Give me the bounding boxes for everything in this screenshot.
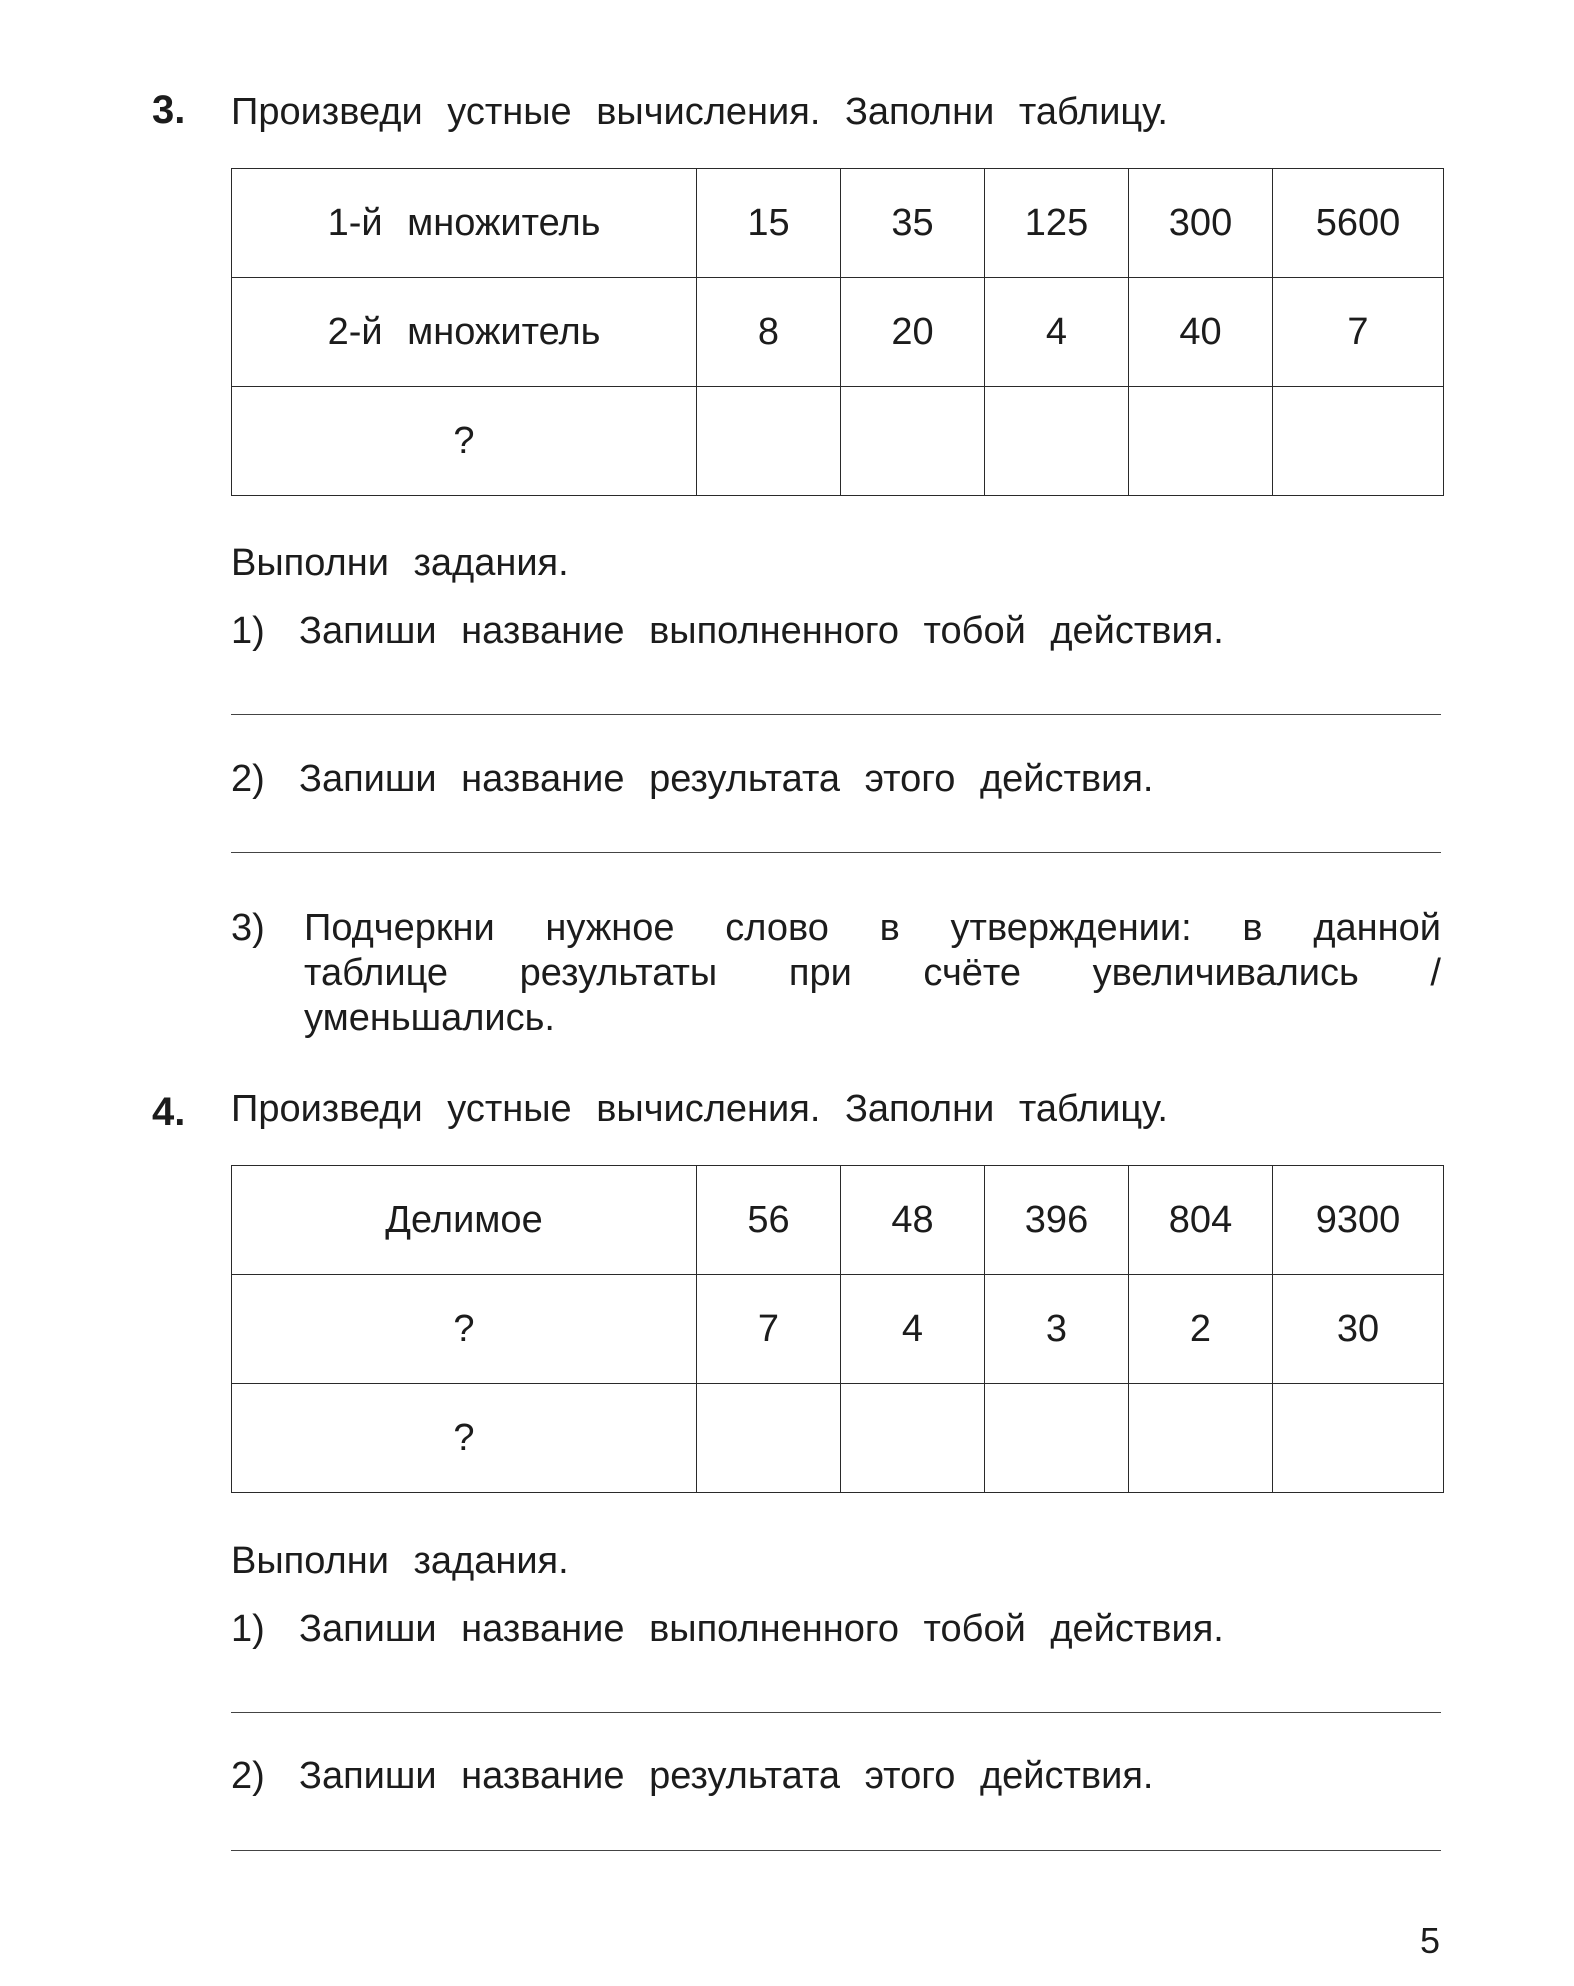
table-cell: 300 — [1129, 169, 1273, 278]
table-cell: 35 — [841, 169, 985, 278]
task3-row3-header: ? — [232, 387, 697, 496]
task3-row1-header: 1-й множитель — [232, 169, 697, 278]
answer-cell[interactable] — [697, 1384, 841, 1493]
task3-instruction: Произведи устные вычисления. Заполни таблицу. — [231, 91, 1168, 133]
answer-cell[interactable] — [1273, 1384, 1444, 1493]
table-cell: 8 — [697, 278, 841, 387]
table-row — [232, 1275, 1444, 1384]
table-cell: 2 — [1129, 1275, 1273, 1384]
table-cell: 15 — [697, 169, 841, 278]
table-cell: 56 — [697, 1166, 841, 1275]
task4-answer-line-1[interactable] — [231, 1712, 1441, 1713]
table-row — [232, 1166, 1444, 1275]
task4-instruction: Произведи устные вычисления. Заполни таблицу. — [231, 1088, 1168, 1130]
task4-row3-header: ? — [232, 1384, 697, 1493]
task3-item3 — [231, 906, 1441, 1041]
answer-cell[interactable] — [1129, 1384, 1273, 1493]
task3-item3-text: Подчеркни нужное слово в утверждении: в данной таблице результаты при счёте увеличивались / уменьшались. — [304, 907, 1441, 1039]
table-cell: 5600 — [1273, 169, 1444, 278]
task4-table — [231, 1165, 1444, 1493]
answer-cell[interactable] — [985, 387, 1129, 496]
answer-cell[interactable] — [985, 1384, 1129, 1493]
task3-row2-header: 2-й множитель — [232, 278, 697, 387]
answer-cell[interactable] — [1129, 387, 1273, 496]
answer-cell[interactable] — [1273, 387, 1444, 496]
task4-row1-header: Делимое — [232, 1166, 697, 1275]
answer-cell[interactable] — [841, 1384, 985, 1493]
table-cell: 48 — [841, 1166, 985, 1275]
task4-item2-text: Запиши название результата этого действия. — [299, 1755, 1154, 1797]
task3-item1-num: 1) — [231, 610, 265, 652]
table-cell: 7 — [697, 1275, 841, 1384]
table-cell: 804 — [1129, 1166, 1273, 1275]
table-row — [232, 1384, 1444, 1493]
table-cell: 7 — [1273, 278, 1444, 387]
task4-subheading: Выполни задания. — [231, 1540, 569, 1582]
task3-item2-num: 2) — [231, 758, 265, 800]
task3-number: 3. — [152, 88, 186, 132]
table-row — [232, 387, 1444, 496]
task4-item1-num: 1) — [231, 1608, 265, 1650]
table-cell: 3 — [985, 1275, 1129, 1384]
table-cell: 30 — [1273, 1275, 1444, 1384]
table-cell: 125 — [985, 169, 1129, 278]
task4-item1-text: Запиши название выполненного тобой действия. — [299, 1608, 1224, 1650]
answer-cell[interactable] — [841, 387, 985, 496]
table-cell: 396 — [985, 1166, 1129, 1275]
table-cell: 20 — [841, 278, 985, 387]
task4-row2-header: ? — [232, 1275, 697, 1384]
page-number: 5 — [1419, 1920, 1440, 1961]
task4-number: 4. — [152, 1090, 186, 1134]
table-cell: 4 — [985, 278, 1129, 387]
table-cell: 9300 — [1273, 1166, 1444, 1275]
task3-answer-line-2[interactable] — [231, 852, 1441, 853]
task3-subheading: Выполни задания. — [231, 542, 569, 584]
task4-answer-line-2[interactable] — [231, 1850, 1441, 1851]
table-row — [232, 278, 1444, 387]
task3-item2-text: Запиши название результата этого действия. — [299, 758, 1154, 800]
table-cell: 40 — [1129, 278, 1273, 387]
table-row — [232, 169, 1444, 278]
answer-cell[interactable] — [697, 387, 841, 496]
task3-item1-text: Запиши название выполненного тобой действия. — [299, 610, 1224, 652]
table-cell: 4 — [841, 1275, 985, 1384]
task3-answer-line-1[interactable] — [231, 714, 1441, 715]
task3-item3-num: 3) — [231, 907, 265, 949]
task4-item2-num: 2) — [231, 1755, 265, 1797]
task3-table — [231, 168, 1444, 496]
